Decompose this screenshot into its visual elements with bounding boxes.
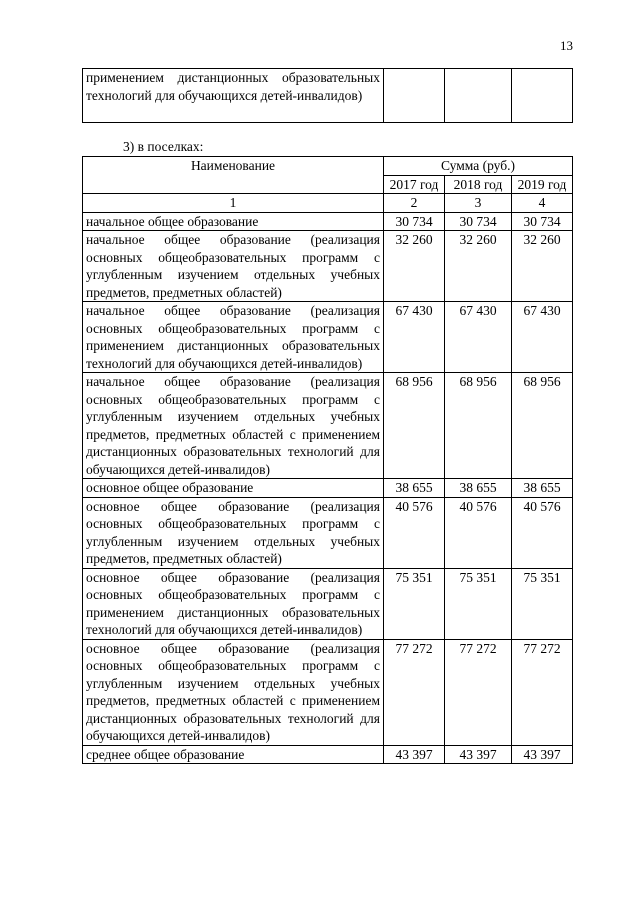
sum-header: Сумма (руб.) [384,157,573,176]
table-row [83,568,573,639]
value-2018: 77 272 [445,639,512,745]
table-row [83,212,573,231]
value-2019: 75 351 [512,568,573,639]
row-name: начальное общее образование [83,212,384,231]
value-2019: 40 576 [512,497,573,568]
value-2018: 32 260 [445,231,512,302]
year-header: 2018 год [445,175,512,194]
value-2019: 68 956 [512,373,573,479]
value-2019: 43 397 [512,745,573,764]
table-row [83,745,573,764]
year-header: 2019 год [512,175,573,194]
value-2019: 67 430 [512,302,573,373]
value-2017: 75 351 [384,568,445,639]
row-name: основное общее образование (реализация основных общеобразовательных программ с применением дистанционных образовательных технологий для обучающихся детей-инвалидов) [83,568,384,639]
value-2019: 32 260 [512,231,573,302]
table-row [83,231,573,302]
name-column-header: Наименование [83,157,384,194]
value-2018: 40 576 [445,497,512,568]
row-name: среднее общее образование [83,745,384,764]
value-2019: 77 272 [512,639,573,745]
empty-cell [445,69,512,123]
column-number: 1 [83,194,384,213]
value-2018: 43 397 [445,745,512,764]
value-2017: 77 272 [384,639,445,745]
value-2018: 68 956 [445,373,512,479]
column-number: 2 [384,194,445,213]
value-2018: 38 655 [445,479,512,498]
year-header: 2017 год [384,175,445,194]
value-2019: 30 734 [512,212,573,231]
table-row [83,639,573,745]
table-row [83,69,573,123]
row-name: основное общее образование (реализация основных общеобразовательных программ с углубленным изучением отдельных учебных предметов, предметных областей с применением дистанционных образовательных технологий для обучающихся детей-инвалидов) [83,639,384,745]
section-label: 3) в поселках: [123,139,204,154]
empty-cell [512,69,573,123]
row-name: основное общее образование (реализация основных общеобразовательных программ с углубленным изучением отдельных учебных предметов, предметных областей) [83,497,384,568]
row-name: начальное общее образование (реализация основных общеобразовательных программ с применением дистанционных образовательных технологий для обучающихся детей-инвалидов) [83,302,384,373]
fragment-name-cell: применением дистанционных образовательных технологий для обучающихся детей-инвалидов) [83,69,384,123]
header-row [83,157,573,176]
cost-table [82,156,573,764]
value-2018: 75 351 [445,568,512,639]
column-number-row [83,194,573,213]
value-2018: 30 734 [445,212,512,231]
value-2017: 38 655 [384,479,445,498]
column-number: 3 [445,194,512,213]
row-name: начальное общее образование (реализация основных общеобразовательных программ с углубленным изучением отдельных учебных предметов, предметных областей с применением дистанционных образовательных технологий для обучающихся детей-инвалидов) [83,373,384,479]
value-2019: 38 655 [512,479,573,498]
row-name: начальное общее образование (реализация основных общеобразовательных программ с углубленным изучением отдельных учебных предметов, предметных областей) [83,231,384,302]
table-row [83,373,573,479]
row-name: основное общее образование [83,479,384,498]
value-2017: 43 397 [384,745,445,764]
page-number: 13 [560,38,573,53]
table-row [83,479,573,498]
table-row [83,497,573,568]
value-2017: 30 734 [384,212,445,231]
empty-cell [384,69,445,123]
column-number: 4 [512,194,573,213]
value-2017: 67 430 [384,302,445,373]
value-2017: 40 576 [384,497,445,568]
table-row [83,302,573,373]
value-2017: 68 956 [384,373,445,479]
continued-table-fragment [82,68,573,123]
value-2017: 32 260 [384,231,445,302]
value-2018: 67 430 [445,302,512,373]
